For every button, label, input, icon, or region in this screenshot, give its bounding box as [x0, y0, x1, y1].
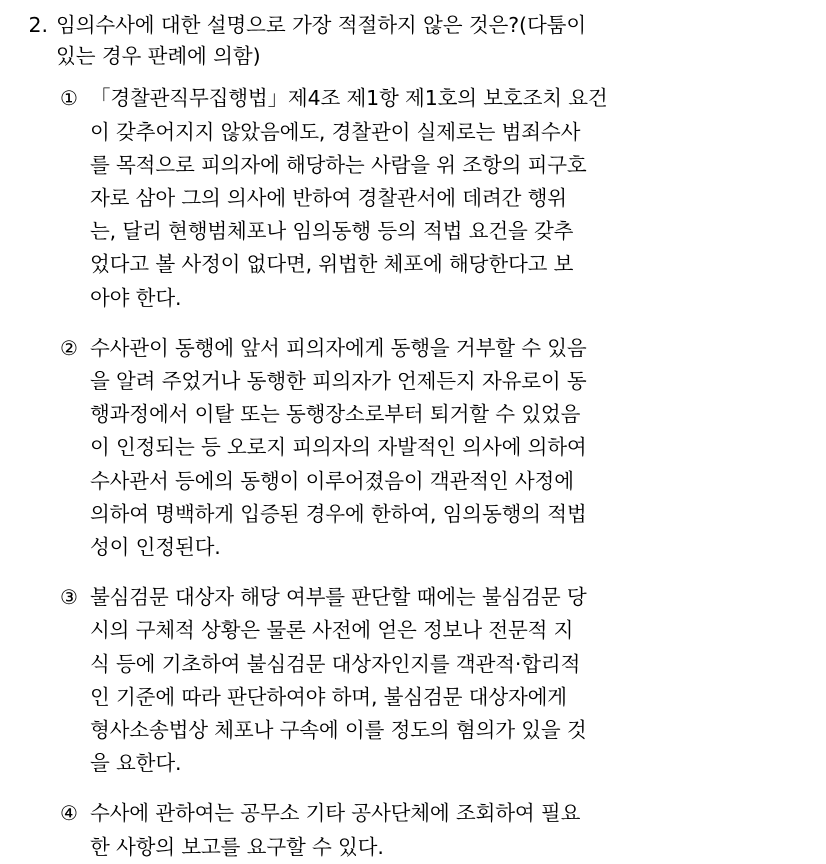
choice-line: 의하여 명백하게 입증된 경우에 한하여, 임의동행의 적법 [90, 501, 587, 526]
question-line: 있는 경우 판례에 의함) [56, 44, 261, 69]
choice-option-3[interactable] [18, 581, 808, 780]
choice-line: 를 목적으로 피의자에 해당하는 사람을 위 조항의 피구호 [90, 152, 587, 177]
choice-text [90, 797, 808, 863]
choice-line: 시의 구체적 상황은 물론 사전에 얻은 정보나 전문적 지 [90, 618, 574, 643]
choice-marker: ② [60, 335, 78, 360]
choice-line: 을 요한다. [90, 751, 182, 776]
choice-line: 식 등에 기초하여 불심검문 대상자인지를 객관적·합리적 [90, 651, 581, 676]
choice-line: 수사에 관하여는 공무소 기타 공사단체에 조회하여 필요 [90, 801, 581, 826]
question-number: 2. [28, 13, 48, 37]
choice-option-4[interactable] [18, 797, 808, 863]
choice-line: 성이 인정된다. [90, 534, 221, 559]
choice-line: 「경찰관직무집행법」제4조 제1항 제1호의 보호조치 요건 [90, 86, 608, 111]
choice-line: 한 사항의 보고를 요구할 수 있다. [90, 834, 384, 859]
choice-marker: ① [60, 86, 78, 111]
choice-text [90, 332, 808, 564]
choice-list [18, 82, 808, 863]
choice-text [90, 82, 808, 314]
choice-line: 는, 달리 현행범체포나 임의동행 등의 적법 요건을 갖추 [90, 219, 574, 244]
question-block [18, 10, 808, 72]
choice-option-1[interactable] [18, 82, 808, 314]
choice-line: 수사관서 등에의 동행이 이루어졌음이 객관적인 사정에 [90, 468, 574, 493]
choice-line: 인 기준에 따라 판단하여야 하며, 불심검문 대상자에게 [90, 684, 567, 709]
choice-line: 이 갖추어지지 않았음에도, 경찰관이 실제로는 범죄수사 [90, 119, 581, 144]
choice-marker: ③ [60, 585, 78, 610]
choice-line: 형사소송법상 체포나 구속에 이를 정도의 혐의가 있을 것 [90, 717, 587, 742]
choice-line: 이 인정되는 등 오로지 피의자의 자발적인 의사에 의하여 [90, 435, 587, 460]
choice-line: 아야 한다. [90, 285, 182, 310]
choice-line: 불심검문 대상자 해당 여부를 판단할 때에는 불심검문 당 [90, 585, 587, 610]
choice-line: 수사관이 동행에 앞서 피의자에게 동행을 거부할 수 있음 [90, 335, 587, 360]
choice-line: 자로 삼아 그의 의사에 반하여 경찰관서에 데려간 행위 [90, 185, 567, 210]
choice-line: 행과정에서 이탈 또는 동행장소로부터 퇴거할 수 있었음 [90, 402, 581, 427]
choice-marker: ④ [60, 801, 78, 826]
choice-text [90, 581, 808, 780]
choice-line: 었다고 볼 사정이 없다면, 위법한 체포에 해당한다고 보 [90, 252, 574, 277]
question-line: 임의수사에 대한 설명으로 가장 적절하지 않은 것은?(다툼이 [56, 13, 587, 37]
question-text [56, 10, 808, 72]
choice-line: 을 알려 주었거나 동행한 피의자가 언제든지 자유로이 동 [90, 368, 587, 393]
choice-option-2[interactable] [18, 332, 808, 564]
